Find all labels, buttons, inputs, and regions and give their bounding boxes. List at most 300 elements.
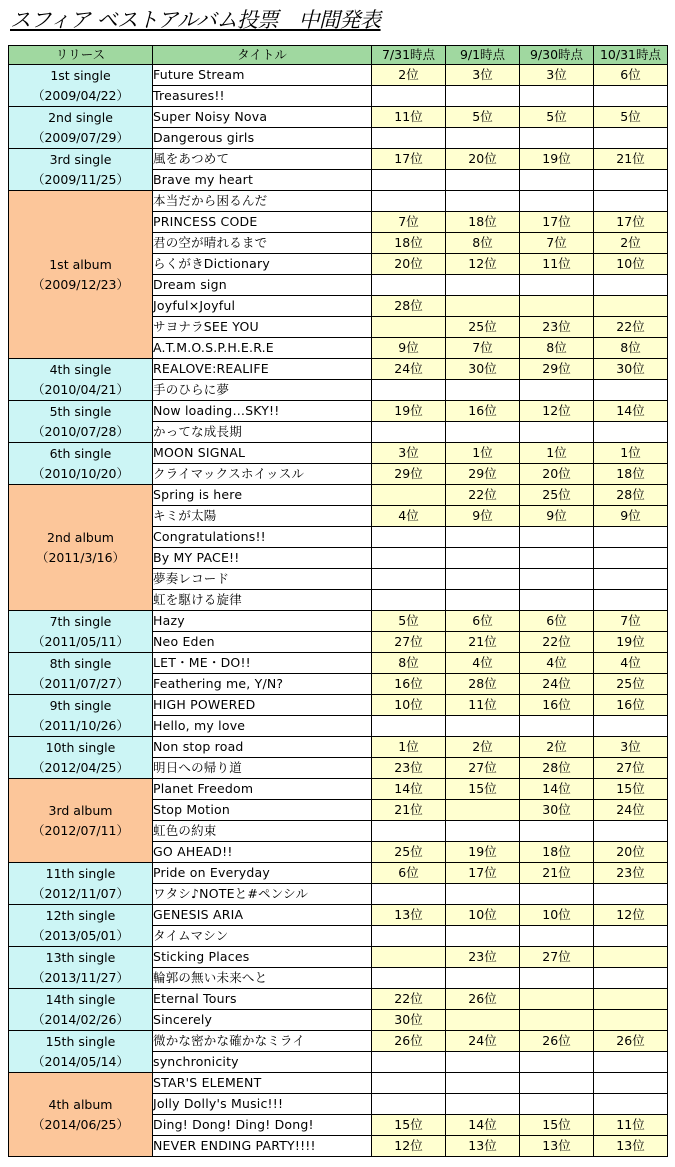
rank-cell (446, 884, 520, 905)
rank-cell (372, 548, 446, 569)
release-cell (9, 737, 153, 779)
rank-cell (372, 191, 446, 212)
song-title: Hello, my love (153, 716, 372, 737)
rank-cell: 8位 (520, 338, 594, 359)
song-title: 君の空が晴れるまで (153, 233, 372, 254)
rank-cell (520, 989, 594, 1010)
song-title: Sincerely (153, 1010, 372, 1031)
rank-cell (594, 422, 668, 443)
rank-cell: 26位 (520, 1031, 594, 1052)
rank-cell: 24位 (446, 1031, 520, 1052)
rank-cell: 30位 (372, 1010, 446, 1031)
rank-cell (446, 380, 520, 401)
song-title: クライマックスホイッスル (153, 464, 372, 485)
song-title: ワタシ♪NOTEと#ペンシル (153, 884, 372, 905)
rank-cell: 22位 (594, 317, 668, 338)
song-title: 夢奏レコード (153, 569, 372, 590)
song-title: Now loading…SKY!! (153, 401, 372, 422)
rank-cell (594, 86, 668, 107)
release-date: （2013/11/27） (31, 969, 130, 985)
song-title: Hazy (153, 611, 372, 632)
release-date: （2014/05/14） (31, 1053, 130, 1069)
table-row (9, 359, 668, 380)
rank-cell (446, 1073, 520, 1094)
rank-cell: 18位 (520, 842, 594, 863)
rank-cell: 22位 (446, 485, 520, 506)
release-label: 10th single (45, 739, 116, 755)
table-row (9, 485, 668, 506)
rank-cell: 4位 (520, 653, 594, 674)
rank-cell: 23位 (372, 758, 446, 779)
rank-cell: 23位 (520, 317, 594, 338)
song-title: LET・ME・DO!! (153, 653, 372, 674)
rank-cell: 16位 (594, 695, 668, 716)
rank-cell (594, 926, 668, 947)
rank-cell (372, 947, 446, 968)
rank-cell (372, 716, 446, 737)
rank-cell: 1位 (520, 443, 594, 464)
rank-cell: 29位 (372, 464, 446, 485)
table-row (9, 1031, 668, 1052)
song-title: Eternal Tours (153, 989, 372, 1010)
rank-cell: 25位 (372, 842, 446, 863)
rank-cell: 5位 (594, 107, 668, 128)
song-title: キミが太陽 (153, 506, 372, 527)
rank-cell (520, 548, 594, 569)
release-cell (9, 779, 153, 863)
song-title: Stop Motion (153, 800, 372, 821)
rank-cell: 25位 (446, 317, 520, 338)
rank-cell (520, 191, 594, 212)
rank-cell: 9位 (520, 506, 594, 527)
rank-cell: 15位 (372, 1115, 446, 1136)
rank-cell: 24位 (594, 800, 668, 821)
release-date: （2014/02/26） (31, 1011, 130, 1027)
rank-cell: 3位 (520, 65, 594, 86)
rank-cell: 14位 (594, 401, 668, 422)
rank-cell: 3位 (372, 443, 446, 464)
rank-cell (594, 1052, 668, 1073)
rank-cell (520, 968, 594, 989)
rank-cell: 19位 (520, 149, 594, 170)
release-date: （2009/12/23） (31, 276, 130, 292)
song-title: Treasures!! (153, 86, 372, 107)
song-title: 虹を駆ける旋律 (153, 590, 372, 611)
rank-cell: 30位 (446, 359, 520, 380)
ranking-table (8, 45, 668, 1157)
rank-cell (594, 590, 668, 611)
song-title: タイムマシン (153, 926, 372, 947)
release-label: 8th single (49, 655, 112, 671)
release-cell (9, 863, 153, 905)
rank-cell (520, 422, 594, 443)
release-label: 7th single (49, 613, 112, 629)
rank-cell (520, 569, 594, 590)
release-cell (9, 947, 153, 989)
song-title: Ding! Dong! Ding! Dong! (153, 1115, 372, 1136)
rank-cell (520, 128, 594, 149)
rank-cell: 30位 (520, 800, 594, 821)
rank-cell (594, 170, 668, 191)
release-date: （2012/11/07） (31, 885, 130, 901)
rank-cell (446, 1010, 520, 1031)
song-title: PRINCESS CODE (153, 212, 372, 233)
rank-cell: 26位 (372, 1031, 446, 1052)
rank-cell: 22位 (520, 632, 594, 653)
rank-cell: 20位 (520, 464, 594, 485)
release-cell (9, 401, 153, 443)
song-title: Sticking Places (153, 947, 372, 968)
release-date: （2011/05/11） (31, 633, 130, 649)
song-title: Pride on Everyday (153, 863, 372, 884)
rank-cell: 4位 (594, 653, 668, 674)
rank-cell (446, 569, 520, 590)
rank-cell (372, 170, 446, 191)
release-date: （2011/07/27） (31, 675, 130, 691)
rank-cell (520, 86, 594, 107)
rank-cell (446, 86, 520, 107)
release-date: （2009/07/29） (31, 129, 130, 145)
release-label: 3rd single (49, 151, 112, 167)
rank-cell (446, 590, 520, 611)
rank-cell: 21位 (594, 149, 668, 170)
release-label: 1st album (49, 256, 112, 272)
rank-cell (446, 527, 520, 548)
song-title: らくがきDictionary (153, 254, 372, 275)
song-title: 輪郭の無い未来へと (153, 968, 372, 989)
release-label: 4th album (48, 1096, 113, 1112)
release-cell (9, 1031, 153, 1073)
rank-cell (594, 716, 668, 737)
release-date: （2009/04/22） (31, 87, 130, 103)
rank-cell (594, 989, 668, 1010)
release-date: （2012/04/25） (31, 759, 130, 775)
rank-cell (594, 947, 668, 968)
rank-cell (372, 317, 446, 338)
rank-cell: 13位 (520, 1136, 594, 1157)
table-row (9, 149, 668, 170)
rank-cell: 3位 (446, 65, 520, 86)
table-row (9, 401, 668, 422)
rank-cell: 13位 (594, 1136, 668, 1157)
rank-cell: 24位 (372, 359, 446, 380)
rank-cell: 6位 (520, 611, 594, 632)
table-row (9, 779, 668, 800)
table-row (9, 695, 668, 716)
rank-cell (372, 1073, 446, 1094)
rank-cell (520, 296, 594, 317)
rank-cell: 9位 (372, 338, 446, 359)
rank-cell (372, 128, 446, 149)
release-cell (9, 149, 153, 191)
rank-cell: 14位 (446, 1115, 520, 1136)
rank-cell: 13位 (372, 905, 446, 926)
table-row (9, 65, 668, 86)
rank-cell (594, 1094, 668, 1115)
rank-cell: 28位 (520, 758, 594, 779)
rank-cell: 19位 (372, 401, 446, 422)
rank-cell: 12位 (446, 254, 520, 275)
table-body (9, 65, 668, 1157)
rank-cell (446, 968, 520, 989)
song-title: かってな成長期 (153, 422, 372, 443)
rank-cell: 27位 (372, 632, 446, 653)
rank-cell: 8位 (372, 653, 446, 674)
release-cell (9, 485, 153, 611)
song-title: MOON SIGNAL (153, 443, 372, 464)
header-date-2: 9/1時点 (446, 46, 520, 65)
rank-cell (372, 275, 446, 296)
rank-cell (594, 1010, 668, 1031)
rank-cell: 14位 (372, 779, 446, 800)
song-title: 微かな密かな確かなミライ (153, 1031, 372, 1052)
rank-cell: 15位 (594, 779, 668, 800)
rank-cell: 4位 (372, 506, 446, 527)
rank-cell (594, 569, 668, 590)
rank-cell (372, 1094, 446, 1115)
release-date: （2012/07/11） (31, 822, 130, 838)
release-cell (9, 695, 153, 737)
release-date: （2010/07/28） (31, 423, 130, 439)
rank-cell (372, 968, 446, 989)
release-cell (9, 905, 153, 947)
header-release: リリース (9, 46, 153, 65)
rank-cell (594, 821, 668, 842)
rank-cell: 1位 (594, 443, 668, 464)
rank-cell: 28位 (446, 674, 520, 695)
song-title: Feathering me, Y/N? (153, 674, 372, 695)
rank-cell: 30位 (594, 359, 668, 380)
rank-cell (594, 1073, 668, 1094)
rank-cell (520, 275, 594, 296)
release-date: （2010/10/20） (31, 465, 130, 481)
song-title: A.T.M.O.S.P.H.E.R.E (153, 338, 372, 359)
page-title: スフィア ベストアルバム投票 中間発表 (10, 8, 381, 32)
release-label: 4th single (49, 361, 112, 377)
rank-cell: 27位 (594, 758, 668, 779)
release-cell (9, 653, 153, 695)
release-label: 14th single (45, 991, 116, 1007)
header-title: タイトル (153, 46, 372, 65)
song-title: synchronicity (153, 1052, 372, 1073)
rank-cell: 12位 (372, 1136, 446, 1157)
rank-cell: 7位 (372, 212, 446, 233)
song-title: Neo Eden (153, 632, 372, 653)
rank-cell (446, 1094, 520, 1115)
release-date: （2013/05/01） (31, 927, 130, 943)
song-title: STAR'S ELEMENT (153, 1073, 372, 1094)
rank-cell (520, 926, 594, 947)
rank-cell (446, 800, 520, 821)
rank-cell (520, 1094, 594, 1115)
release-label: 11th single (45, 865, 116, 881)
song-title: Spring is here (153, 485, 372, 506)
song-title: By MY PACE!! (153, 548, 372, 569)
release-label: 3rd album (48, 802, 113, 818)
song-title: Non stop road (153, 737, 372, 758)
song-title: 風をあつめて (153, 149, 372, 170)
rank-cell: 5位 (520, 107, 594, 128)
release-date: （2011/10/26） (31, 717, 130, 733)
rank-cell (446, 422, 520, 443)
release-label: 13th single (45, 949, 116, 965)
rank-cell: 8位 (594, 338, 668, 359)
rank-cell: 17位 (446, 863, 520, 884)
rank-cell: 2位 (594, 233, 668, 254)
release-cell (9, 65, 153, 107)
song-title: Future Stream (153, 65, 372, 86)
rank-cell (446, 1052, 520, 1073)
table-row (9, 905, 668, 926)
release-cell (9, 1073, 153, 1157)
release-date: （2011/3/16） (35, 549, 126, 565)
rank-cell (372, 527, 446, 548)
rank-cell (594, 380, 668, 401)
rank-cell (520, 590, 594, 611)
rank-cell (594, 548, 668, 569)
rank-cell (520, 380, 594, 401)
rank-cell: 7位 (520, 233, 594, 254)
rank-cell: 26位 (446, 989, 520, 1010)
rank-cell (372, 1052, 446, 1073)
rank-cell: 28位 (372, 296, 446, 317)
rank-cell: 16位 (372, 674, 446, 695)
release-label: 2nd single (48, 109, 113, 125)
rank-cell (446, 548, 520, 569)
rank-cell: 2位 (520, 737, 594, 758)
rank-cell: 13位 (446, 1136, 520, 1157)
rank-cell (446, 926, 520, 947)
rank-cell: 29位 (520, 359, 594, 380)
rank-cell: 21位 (446, 632, 520, 653)
rank-cell (520, 1073, 594, 1094)
table-row (9, 989, 668, 1010)
rank-cell: 27位 (446, 758, 520, 779)
rank-cell: 11位 (520, 254, 594, 275)
rank-cell: 11位 (446, 695, 520, 716)
rank-cell: 9位 (594, 506, 668, 527)
rank-cell: 21位 (372, 800, 446, 821)
rank-cell (594, 296, 668, 317)
song-title: Dream sign (153, 275, 372, 296)
rank-cell (372, 590, 446, 611)
rank-cell: 1位 (372, 737, 446, 758)
release-label: 1st single (50, 67, 111, 83)
rank-cell (594, 191, 668, 212)
rank-cell: 11位 (594, 1115, 668, 1136)
song-title: サヨナラSEE YOU (153, 317, 372, 338)
release-date: （2010/04/21） (31, 381, 130, 397)
table-row (9, 443, 668, 464)
rank-cell: 29位 (446, 464, 520, 485)
table-row (9, 947, 668, 968)
rank-cell (372, 821, 446, 842)
rank-cell: 17位 (372, 149, 446, 170)
rank-cell (594, 128, 668, 149)
song-title: Congratulations!! (153, 527, 372, 548)
rank-cell: 10位 (520, 905, 594, 926)
rank-cell (372, 884, 446, 905)
rank-cell: 12位 (520, 401, 594, 422)
rank-cell: 9位 (446, 506, 520, 527)
rank-cell: 24位 (520, 674, 594, 695)
release-date: （2014/06/25） (31, 1116, 130, 1132)
rank-cell (372, 926, 446, 947)
rank-cell: 10位 (372, 695, 446, 716)
rank-cell: 25位 (520, 485, 594, 506)
rank-cell: 20位 (594, 842, 668, 863)
song-title: Dangerous girls (153, 128, 372, 149)
header-date-3: 9/30時点 (520, 46, 594, 65)
rank-cell (446, 170, 520, 191)
rank-cell (594, 968, 668, 989)
rank-cell: 2位 (372, 65, 446, 86)
rank-cell: 10位 (594, 254, 668, 275)
table-row (9, 1073, 668, 1094)
song-title: 手のひらに夢 (153, 380, 372, 401)
release-label: 9th single (49, 697, 112, 713)
release-cell (9, 443, 153, 485)
rank-cell (446, 191, 520, 212)
rank-cell (372, 569, 446, 590)
rank-cell (520, 716, 594, 737)
rank-cell: 21位 (520, 863, 594, 884)
rank-cell: 23位 (446, 947, 520, 968)
table-row (9, 863, 668, 884)
rank-cell: 17位 (594, 212, 668, 233)
rank-cell: 2位 (446, 737, 520, 758)
rank-cell (372, 422, 446, 443)
song-title: 明日への帰り道 (153, 758, 372, 779)
rank-cell (372, 86, 446, 107)
song-title: Planet Freedom (153, 779, 372, 800)
rank-cell: 25位 (594, 674, 668, 695)
song-title: GO AHEAD!! (153, 842, 372, 863)
rank-cell: 6位 (446, 611, 520, 632)
rank-cell (520, 1052, 594, 1073)
rank-cell: 6位 (372, 863, 446, 884)
rank-cell: 20位 (446, 149, 520, 170)
release-label: 15th single (45, 1033, 116, 1049)
rank-cell (594, 884, 668, 905)
rank-cell: 28位 (594, 485, 668, 506)
rank-cell: 8位 (446, 233, 520, 254)
release-cell (9, 611, 153, 653)
rank-cell: 5位 (446, 107, 520, 128)
rank-cell: 15位 (520, 1115, 594, 1136)
rank-cell (594, 275, 668, 296)
song-title: GENESIS ARIA (153, 905, 372, 926)
rank-cell: 17位 (520, 212, 594, 233)
song-title: NEVER ENDING PARTY!!!! (153, 1136, 372, 1157)
rank-cell (520, 170, 594, 191)
release-cell (9, 191, 153, 359)
table-row (9, 611, 668, 632)
rank-cell: 12位 (594, 905, 668, 926)
rank-cell: 4位 (446, 653, 520, 674)
table-row (9, 737, 668, 758)
release-label: 12th single (45, 907, 116, 923)
rank-cell: 18位 (446, 212, 520, 233)
song-title: Joyful×Joyful (153, 296, 372, 317)
rank-cell (372, 380, 446, 401)
song-title: REALOVE:REALIFE (153, 359, 372, 380)
rank-cell (446, 128, 520, 149)
rank-cell: 20位 (372, 254, 446, 275)
rank-cell (446, 296, 520, 317)
release-cell (9, 359, 153, 401)
rank-cell: 7位 (446, 338, 520, 359)
